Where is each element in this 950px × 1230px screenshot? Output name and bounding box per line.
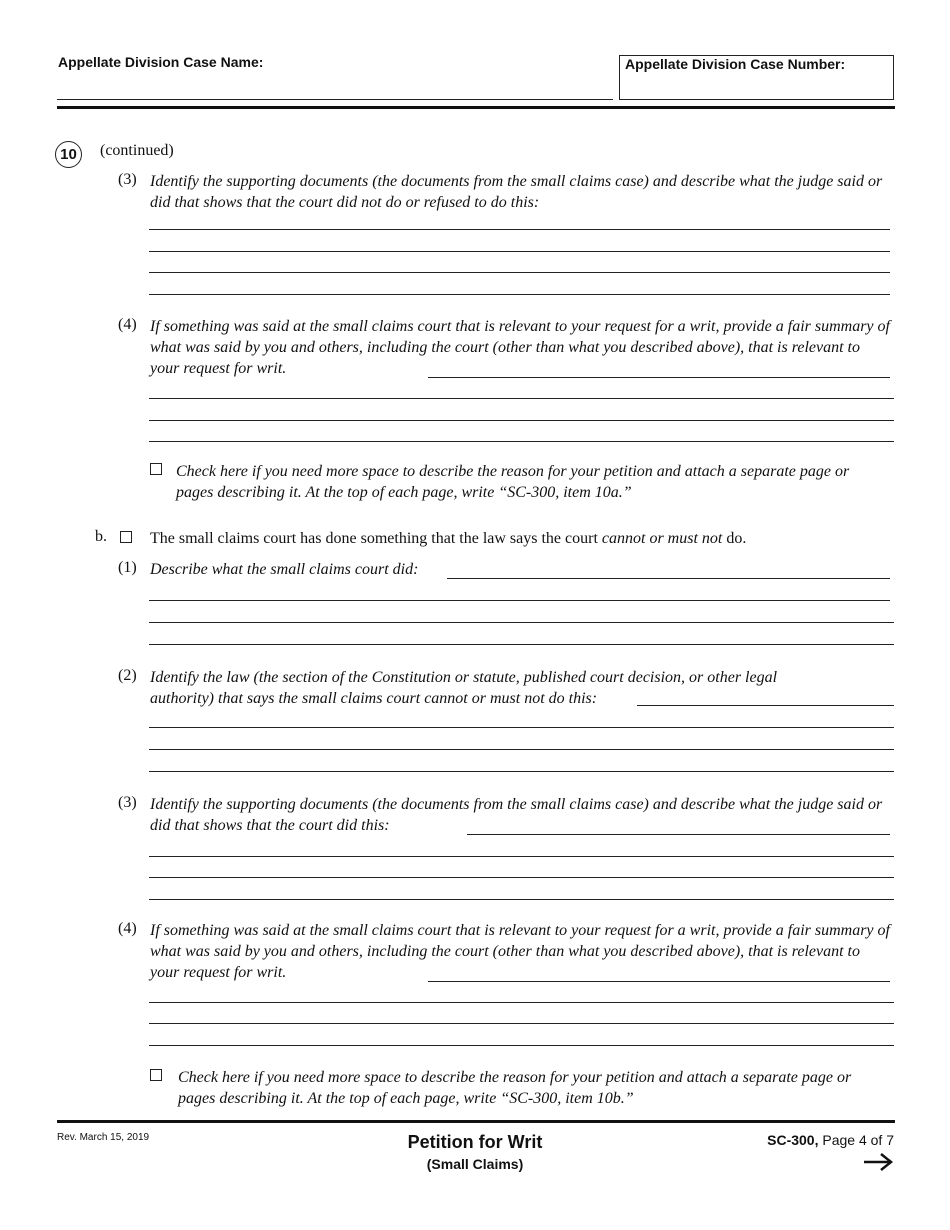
a-more-space-checkbox[interactable] bbox=[150, 463, 162, 475]
b-q4-line-2[interactable] bbox=[149, 1023, 894, 1024]
b-q1-text: Describe what the small claims court did: bbox=[150, 561, 419, 578]
a-q3-line-3[interactable] bbox=[149, 272, 890, 273]
b-q2-inline-line[interactable] bbox=[637, 705, 894, 706]
b-q4-line-3[interactable] bbox=[149, 1045, 894, 1046]
b-q3-text: Identify the supporting documents (the documents from the small claims case) and describe what the judge said or did that shows that the court did this: bbox=[150, 796, 883, 834]
b-q1-line-1[interactable] bbox=[149, 600, 890, 601]
b-statement-italic: cannot or must not bbox=[601, 530, 723, 547]
form-id-page bbox=[767, 1132, 894, 1148]
a-q4-inline-line[interactable] bbox=[428, 377, 890, 378]
footer-rule bbox=[57, 1120, 895, 1123]
b-q3-inline-line[interactable] bbox=[467, 834, 890, 835]
item-number: 10 bbox=[60, 146, 77, 163]
form-id: SC-300, bbox=[767, 1132, 819, 1148]
b-q2-line-3[interactable] bbox=[149, 771, 894, 772]
a-more-space-text: Check here if you need more space to describe the reason for your petition and attach a separate page or pages describing it. At the top of each page, write “SC-300, item 10a.” bbox=[176, 463, 850, 501]
b-q2-line-2[interactable] bbox=[149, 749, 894, 750]
header-rule bbox=[57, 106, 895, 109]
a-q3-line-2[interactable] bbox=[149, 251, 890, 252]
case-name-label: Appellate Division Case Name: bbox=[58, 54, 264, 70]
a-q4-line-2[interactable] bbox=[149, 420, 894, 421]
b-q3-line-3[interactable] bbox=[149, 899, 894, 900]
a-q3-line-4[interactable] bbox=[149, 294, 890, 295]
b-q1-inline-line[interactable] bbox=[447, 578, 890, 579]
b-statement bbox=[150, 528, 890, 549]
a-q4-text: If something was said at the small claims court that is relevant to your request for a writ, provide a fair summary of what was said by you and others, including the court (other than what you described above), that is relevant to your request for writ. bbox=[150, 318, 890, 377]
case-number-box[interactable] bbox=[619, 55, 894, 100]
b-q3-line-1[interactable] bbox=[149, 856, 894, 857]
arrow-right-icon[interactable] bbox=[863, 1153, 893, 1176]
b-statement-start: The small claims court has done something that the law says the court bbox=[150, 530, 602, 547]
page-number: Page 4 of 7 bbox=[822, 1132, 894, 1148]
a-q4-number: (4) bbox=[118, 316, 137, 333]
b-q4-inline-line[interactable] bbox=[428, 981, 890, 982]
case-number-label: Appellate Division Case Number: bbox=[625, 56, 846, 72]
b-q1-line-3[interactable] bbox=[149, 644, 894, 645]
form-subtitle: (Small Claims) bbox=[426, 1156, 524, 1172]
a-q3-line-1[interactable] bbox=[149, 229, 890, 230]
b-q2-number: (2) bbox=[118, 667, 137, 684]
b-q2-line-1[interactable] bbox=[149, 727, 894, 728]
b-letter: b. bbox=[95, 528, 107, 545]
b-more-space-text: Check here if you need more space to describe the reason for your petition and attach a separate page or pages describing it. At the top of each page, write “SC-300, item 10b.” bbox=[178, 1069, 852, 1107]
case-name-field[interactable] bbox=[57, 99, 613, 100]
b-q4-line-1[interactable] bbox=[149, 1002, 894, 1003]
item-number-circle bbox=[55, 141, 82, 168]
revision-date: Rev. March 15, 2019 bbox=[57, 1132, 150, 1143]
b-q4-text: If something was said at the small claims court that is relevant to your request for a writ, provide a fair summary of what was said by you and others, including the court (other than what you described above), that is relevant to your request for writ. bbox=[150, 922, 890, 981]
a-q4-line-3[interactable] bbox=[149, 441, 894, 442]
a-q3-number: (3) bbox=[118, 171, 137, 188]
b-checkbox[interactable] bbox=[120, 531, 132, 543]
b-q1-line-2[interactable] bbox=[149, 622, 894, 623]
a-q3-text: Identify the supporting documents (the documents from the small claims case) and describe what the judge said or did that shows that the court did not do or refused to do this: bbox=[150, 173, 883, 211]
continued-label: (continued) bbox=[100, 142, 174, 159]
b-q3-number: (3) bbox=[118, 794, 137, 811]
b-statement-end: do. bbox=[722, 530, 747, 547]
b-q2-text: Identify the law (the section of the Constitution or statute, published court decision, or other legal authority) that says the small claims court cannot or must not do this: bbox=[150, 669, 778, 707]
b-more-space-checkbox[interactable] bbox=[150, 1069, 162, 1081]
b-q1-number: (1) bbox=[118, 559, 137, 576]
form-title: Petition for Writ bbox=[407, 1132, 543, 1152]
b-q4-number: (4) bbox=[118, 920, 137, 937]
a-q4-line-1[interactable] bbox=[149, 398, 894, 399]
b-q3-line-2[interactable] bbox=[149, 877, 894, 878]
